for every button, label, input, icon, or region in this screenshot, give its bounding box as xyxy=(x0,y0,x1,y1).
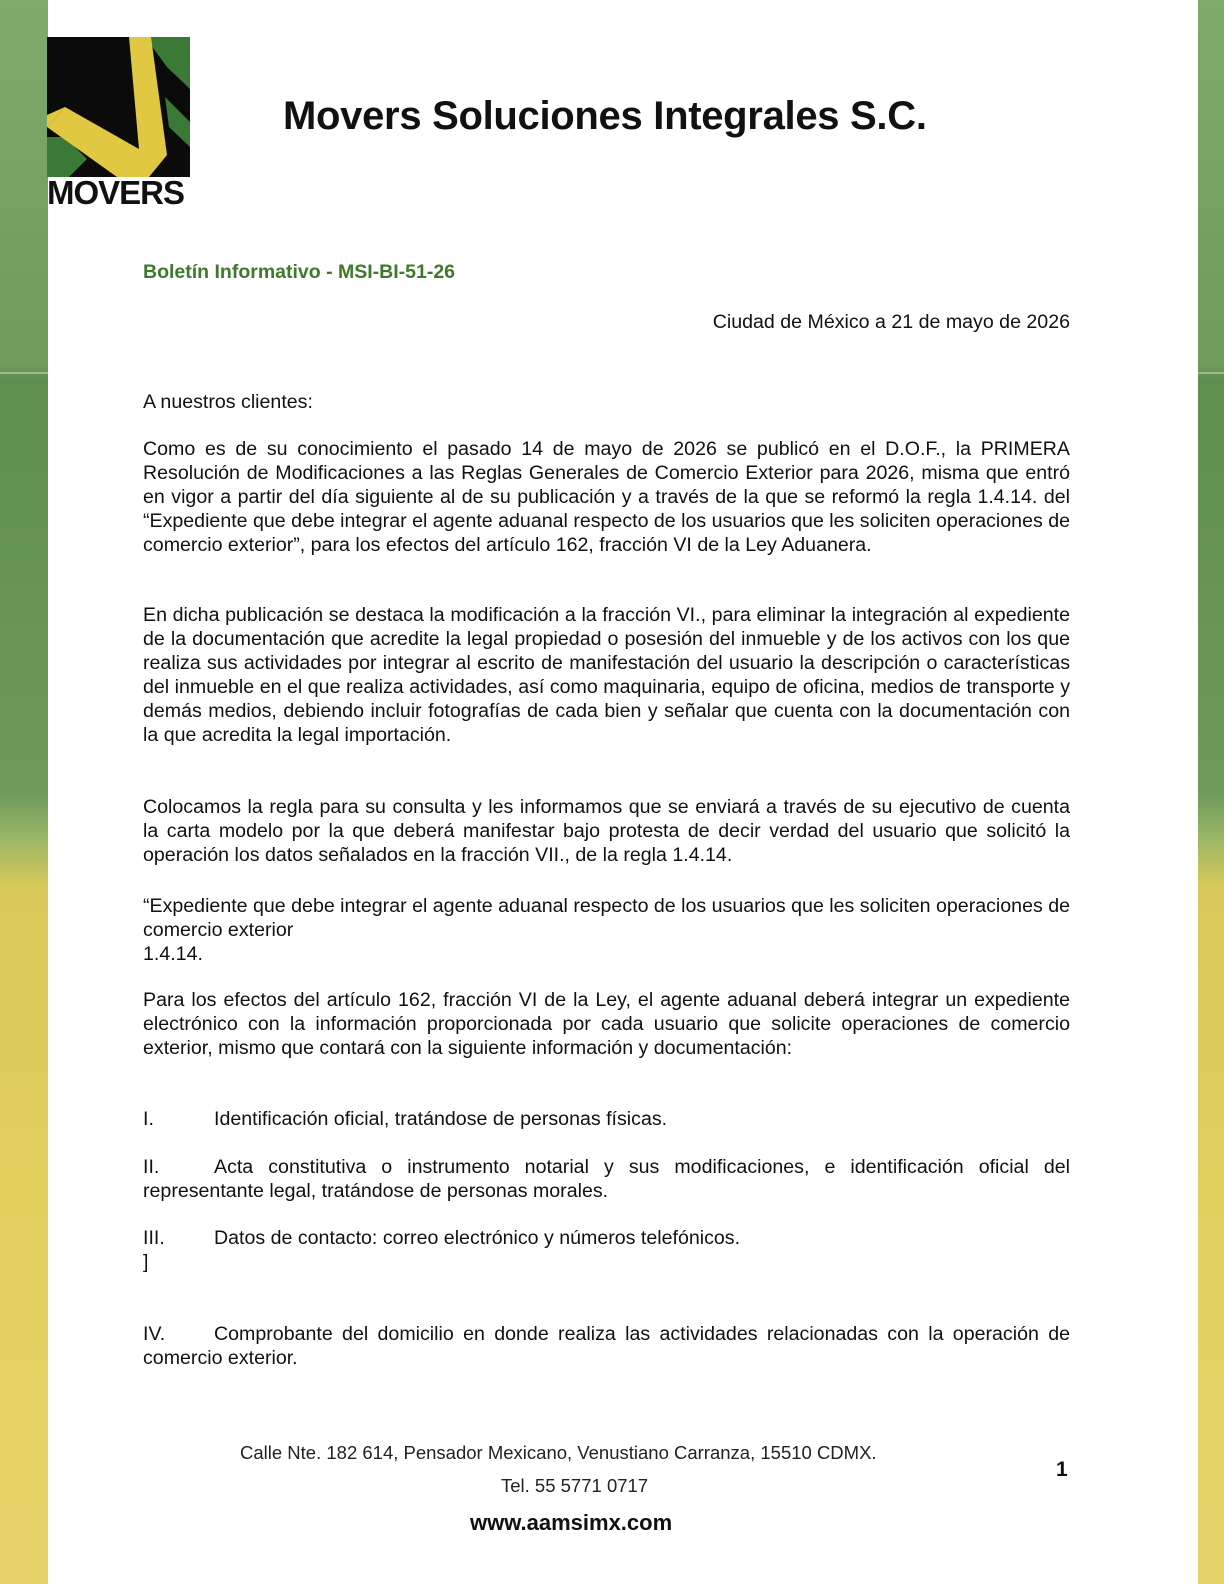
list-item xyxy=(143,1155,1070,1203)
list-item-text: Datos de contacto: correo electrónico y números telefónicos. xyxy=(214,1227,741,1249)
list-item-text: Acta constitutiva o instrumento notarial y sus modificaciones, e identificación oficial del representante legal, tratándose de personas morales. xyxy=(143,1156,1070,1202)
rule-title: “Expediente que debe integrar el agente aduanal respecto de los usuarios que les soliciten operaciones de comercio exterior xyxy=(143,895,1070,941)
footer-phone: Tel. 55 5771 0717 xyxy=(501,1475,649,1496)
list-item-number: I. xyxy=(143,1108,154,1130)
list-item-number: IV. xyxy=(143,1323,166,1345)
left-decorative-stripe xyxy=(0,0,48,1584)
list-item-text: Identificación oficial, tratándose de personas físicas. xyxy=(214,1108,668,1130)
movers-logo-mark xyxy=(47,37,190,177)
salutation: A nuestros clientes: xyxy=(143,391,313,413)
footer-address: Calle Nte. 182 614, Pensador Mexicano, Venustiano Carranza, 15510 CDMX. xyxy=(240,1442,877,1463)
list-item xyxy=(143,1322,1070,1370)
list-item xyxy=(143,1107,1070,1131)
stray-bracket: ] xyxy=(143,1251,149,1273)
list-item-number: II. xyxy=(143,1156,160,1178)
paragraph-1: Como es de su conocimiento el pasado 14 de mayo de 2026 se publicó en el D.O.F., la PRIMERA Resolución de Modificaciones a las Reglas Generales de Comercio Exterior para 2026, misma que entró en vigor a partir del día siguiente al de su publicación y a través de la que se reformó la regla 1.4.14. del “Expediente que debe integrar el agente aduanal respecto de los usuarios que les soliciten operaciones de comercio exterior”, para los efectos del artículo 162, fracción VI de la Ley Aduanera. xyxy=(143,438,1070,556)
paragraph-2: En dicha publicación se destaca la modificación a la fracción VI., para eliminar la integración al expediente de la documentación que acredite la legal propiedad o posesión del inmueble y de los activos con los que realiza sus actividades por integrar al escrito de manifestación del usuario la descripción o características del inmueble en el que realiza actividades, así como maquinaria, equipo de oficina, medios de transporte y demás medios, debiendo incluir fotografías de cada bien y señalar que cuenta con la documentación con la que acredita la legal importación. xyxy=(143,604,1070,746)
paragraph-4: Para los efectos del artículo 162, fracción VI de la Ley, el agente aduanal deberá integrar un expediente electrónico con la información proporcionada por cada usuario que solicite operaciones de comercio exterior, mismo que contará con la siguiente información y documentación: xyxy=(143,989,1070,1059)
logo-wordmark: MOVERS xyxy=(47,174,185,211)
company-name: Movers Soluciones Integrales S.C. xyxy=(283,94,927,138)
right-decorative-stripe xyxy=(1198,0,1224,1584)
list-item-text: Comprobante del domicilio en donde realiza las actividades relacionadas con la operación de comercio exterior. xyxy=(143,1323,1070,1369)
bulletin-id: Boletín Informativo - MSI-BI-51-26 xyxy=(143,261,456,283)
footer-website[interactable]: www.aamsimx.com xyxy=(470,1510,673,1535)
page-number: 1 xyxy=(1056,1458,1068,1481)
place-date: Ciudad de México a 21 de mayo de 2026 xyxy=(712,311,1070,333)
movers-logo xyxy=(47,37,190,209)
rule-number: 1.4.14. xyxy=(143,943,203,965)
list-item xyxy=(143,1226,1070,1250)
paragraph-3: Colocamos la regla para su consulta y les informamos que se enviará a través de su ejecutivo de cuenta la carta modelo por la que deberá manifestar bajo protesta de decir verdad del usuario que solicitó la operación los datos señalados en la fracción VII., de la regla 1.4.14. xyxy=(143,796,1070,866)
list-item-number: III. xyxy=(143,1227,165,1249)
